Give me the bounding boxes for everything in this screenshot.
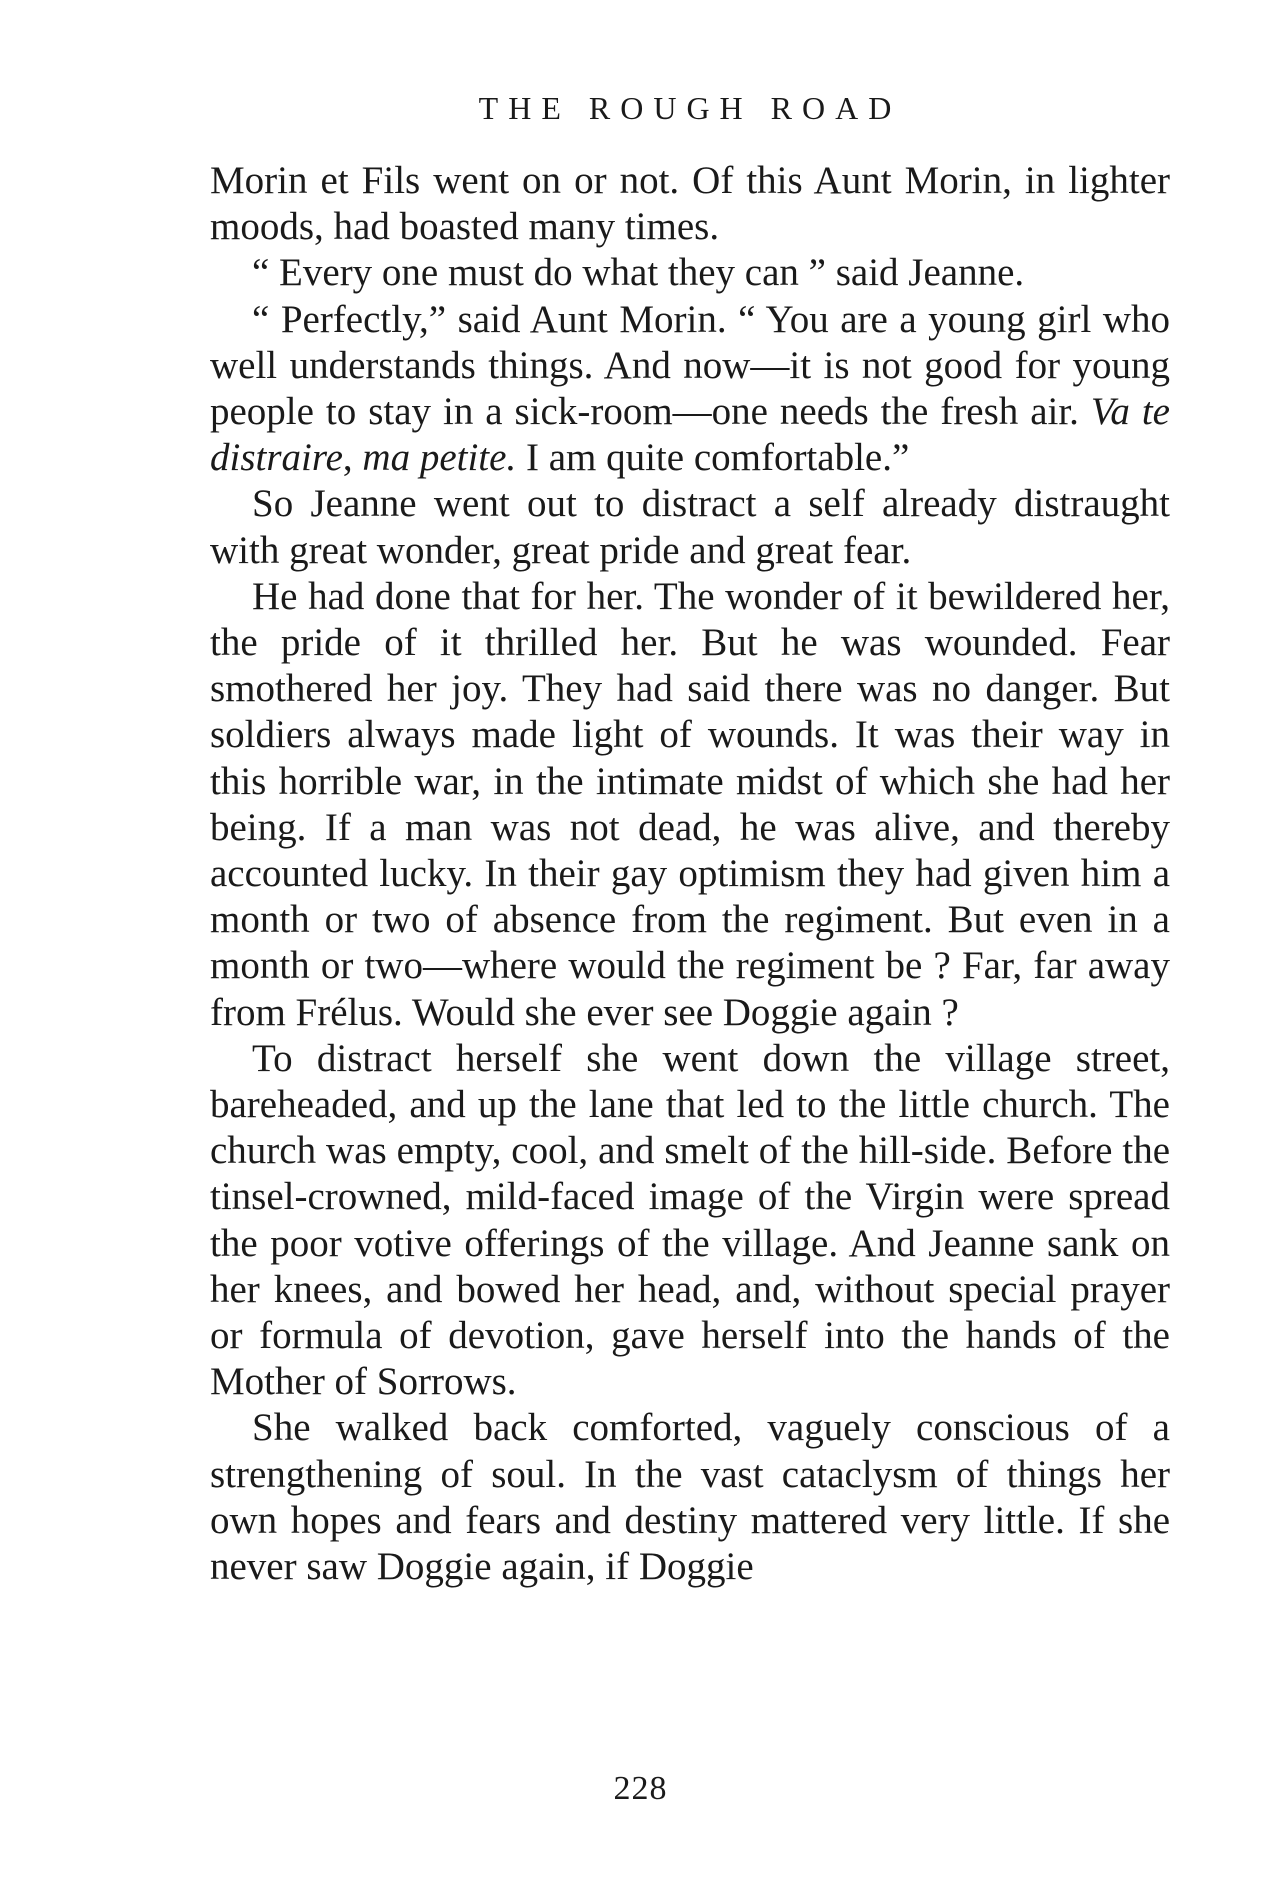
paragraph xyxy=(210,481,1170,573)
paragraph xyxy=(210,250,1170,296)
text-run: So Jeanne went out to distract a self already distraught with great wonder, great pride and great fear. xyxy=(210,482,1170,572)
paragraph xyxy=(210,574,1170,1036)
text-run: To distract herself she went down the village street, bareheaded, and up the lane that led to the little church. The church was empty, cool, and smelt of the hill-side. Before the tinsel-crowned, mild-faced image of the Virgin were spread the poor votive offerings of the village. And Jeanne sank on her knees, and bowed her head, and, without special prayer or formula of devotion, gave herself into the hands of the Mother of Sorrows. xyxy=(210,1036,1170,1404)
italic-phrase: ma petite. xyxy=(362,436,517,480)
paragraph xyxy=(210,158,1170,250)
paragraph xyxy=(210,1036,1170,1406)
paragraph xyxy=(210,1405,1170,1590)
text-run: “ Every one must do what they can ” said Jeanne. xyxy=(252,251,1025,295)
running-head: THE ROUGH ROAD xyxy=(478,90,902,126)
book-page xyxy=(210,88,1170,1590)
italic-phrase: Va te distraire xyxy=(210,390,1170,480)
text-run: “ Perfectly,” said Aunt Morin. “ You are a young girl who well understands things. And now—it is not good for young people to stay in a sick-room—one needs the fresh air. xyxy=(210,297,1170,434)
text-run: Morin et Fils went on or not. Of this Aunt Morin, in lighter moods, had boasted many times. xyxy=(210,159,1170,249)
body-text xyxy=(210,158,1170,1590)
text-run: , xyxy=(342,436,363,480)
paragraph xyxy=(210,297,1170,482)
page-number: 228 xyxy=(613,1770,668,1807)
text-run: I am quite comfortable.” xyxy=(516,436,910,480)
text-run: He had done that for her. The wonder of it bewildered her, the pride of it thrilled her. But he was wounded. Fear smothered her joy. They had said there was no danger. But soldiers always made light of wounds. It was their way in this horrible war, in the intimate midst of which she had her being. If a man was not dead, he was alive, and thereby accounted lucky. In their gay optimism they had given him a month or two of absence from the regiment. But even in a month or two—where would the regiment be ? Far, far away from Frélus. Would she ever see Doggie again ? xyxy=(210,574,1170,1034)
text-run: She walked back comforted, vaguely conscious of a strengthening of soul. In the vast cataclysm of things her own hopes and fears and destiny mattered very little. If she never saw Doggie again, if Doggie xyxy=(210,1406,1170,1589)
